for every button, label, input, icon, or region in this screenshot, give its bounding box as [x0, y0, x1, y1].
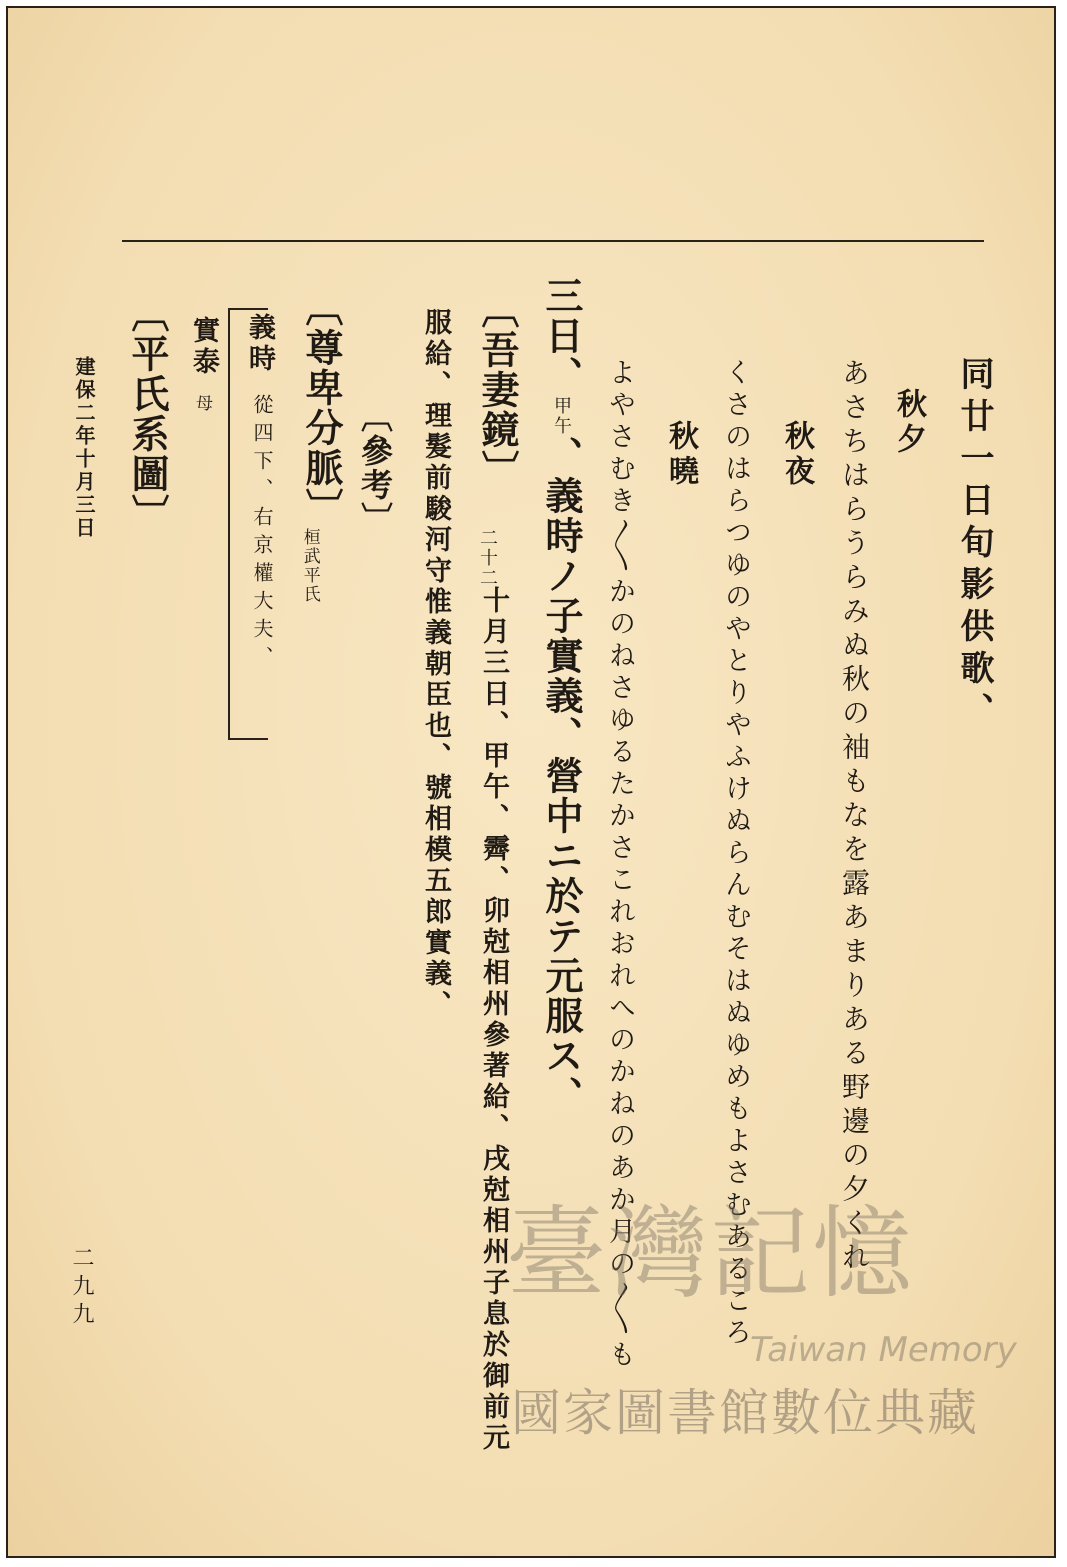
entry-main [534, 276, 589, 1116]
sanko-label: 〔參考〕 [356, 400, 394, 536]
genealogy-sanetoki: 實泰 [188, 316, 219, 378]
date-heading: 同廿一日旬影供歌、 [954, 356, 994, 734]
header-rule [122, 240, 984, 242]
azuma-line2: 服給、理髮前駿河守惟義朝臣也、號相模五郎實義、 [420, 308, 451, 1021]
genealogy-yoshitoki: 義時 [244, 313, 275, 375]
poem2-text: くさのはらつゆのやとりやふけぬらんむそはぬゆめもよさむあるころ [720, 358, 751, 1350]
azuma-volume: 二十二 [477, 528, 498, 588]
azuma-label: 〔吾妻鏡〕 [475, 290, 520, 490]
sonpi-label: 〔尊卑分脈〕 [299, 288, 344, 528]
genealogy-sanetoki-note: 母 [192, 394, 212, 411]
heishi-label: 〔平氏系圖〕 [125, 294, 170, 534]
watermark-chinese: 國家圖書館數位典藏 [511, 1384, 979, 1442]
watermark-english: Taiwan Memory [750, 1330, 1017, 1370]
document-page [6, 6, 1056, 1558]
poem2-title: 秋夜 [779, 420, 814, 490]
azuma-line1: 十月三日、甲午、霽、卯尅相州參著給、戌尅相州子息於御前元 [478, 586, 509, 1454]
entry-main-post: 、義時ノ子實義、營中ニ於テ元服ス、 [539, 436, 584, 1116]
page-number: 二九九 [69, 1246, 94, 1330]
entry-main-pre: 三日、 [539, 276, 584, 396]
sonpi-note: 桓武平氏 [299, 528, 320, 604]
watermark-logo: 臺灣記憶 [506, 1195, 914, 1312]
poem1-text: あさちはらうらみぬ秋の袖もなを露あまりある野邊の夕くれ [838, 358, 871, 1276]
entry-main-note: 甲午 [551, 396, 572, 436]
poem1-title: 秋夕 [891, 388, 926, 458]
running-header: 建保二年十月三日 [72, 356, 96, 540]
genealogy-yoshitoki-note: 從四下、右京權大夫、 [250, 394, 274, 674]
poem3-text: よやさむき〳〵かのねさゆるたかさこれおれへのかねのあか月の〳〵も [604, 358, 635, 1372]
poem3-title: 秋曉 [663, 420, 698, 490]
